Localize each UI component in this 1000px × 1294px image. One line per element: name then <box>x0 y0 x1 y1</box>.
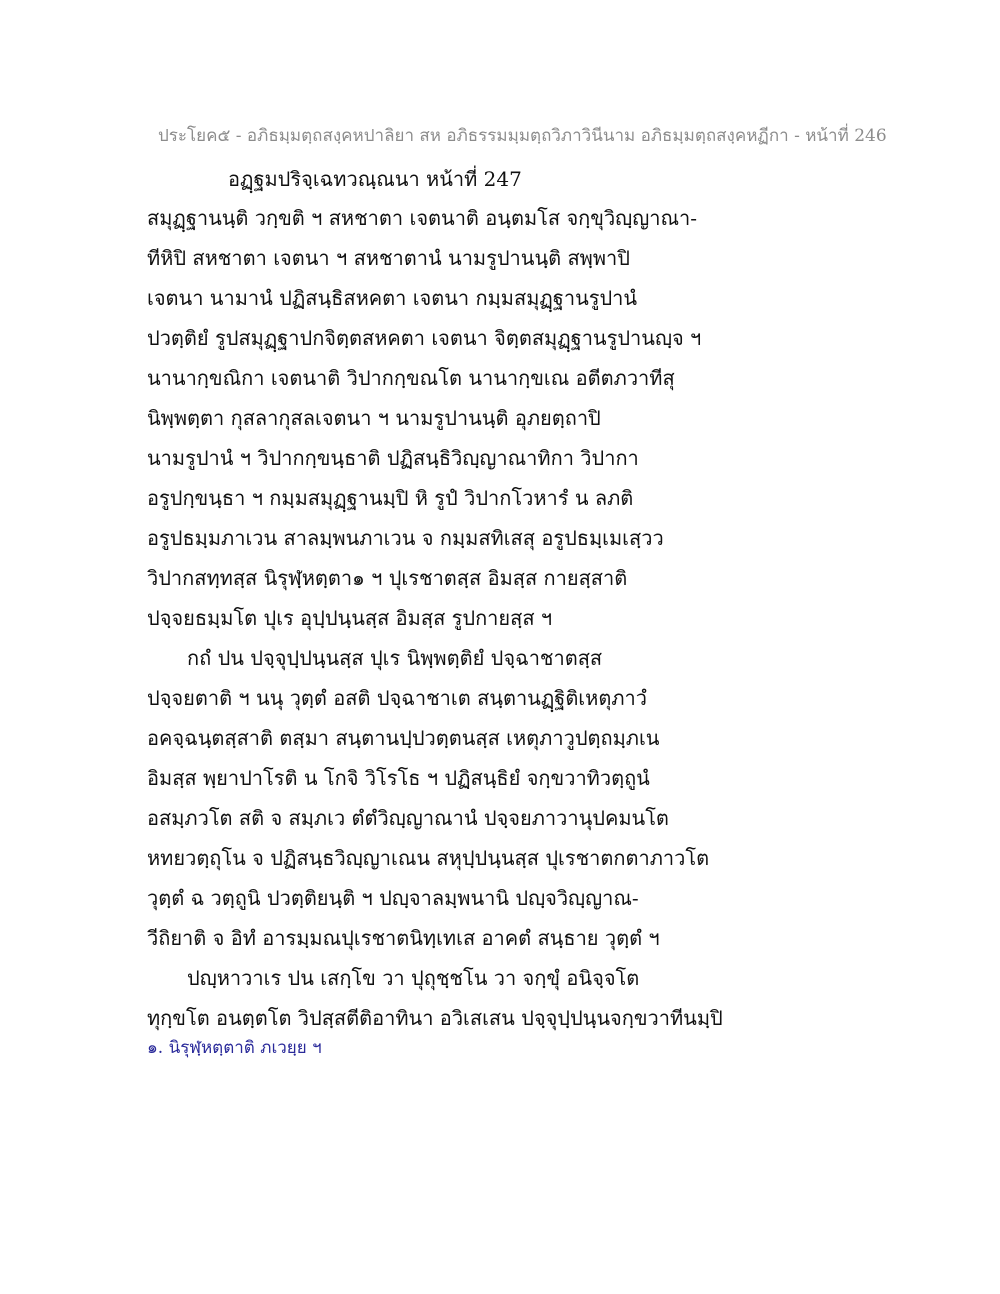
footnote: ๑. นิรุฬฺหตฺตาติ ภเวยฺย ฯ <box>147 1038 322 1058</box>
text-line: ทีหิปิ สหชาตา เจตนา ฯ สหชาตานํ นามรูปานนฺติ สพฺพาปิ <box>147 246 630 270</box>
text-line: อรูปกฺขนฺธา ฯ กมฺมสมุฏฺฐานมฺปิ หิ รูปํ วิปากโวหารํ น ลภติ <box>147 486 634 510</box>
text-line: อคจฺฉนฺตสฺสาติ ตสฺมา สนฺตานปฺปวตฺตนสฺส เหตุภาวูปตฺถมฺภเน <box>147 726 660 750</box>
text-line: ปวตฺติยํ รูปสมุฏฺฐาปกจิตฺตสหคตา เจตนา จิตฺตสมุฏฺฐานรูปานญฺจ ฯ <box>147 326 702 350</box>
text-line: หทยวตฺถุโน จ ปฏิสนฺธวิญฺญาเณน สหุปฺปนฺนสฺส ปุเรชาตกตาภาวโต <box>147 846 710 870</box>
text-line: เจตนา นามานํ ปฏิสนฺธิสหคตา เจตนา กมฺมสมุฏฺฐานรูปานํ <box>147 286 638 310</box>
text-line: นิพฺพตฺตา กุสลากุสลเจตนา ฯ นามรูปานนฺติ อุภยตฺถาปิ <box>147 406 601 430</box>
text-line: นามรูปานํ ฯ วิปากกฺขนฺธาติ ปฏิสนฺธิวิญฺญาณาทิกา วิปากา <box>147 446 639 470</box>
paragraph-start-line: กถํ ปน ปจฺจุปฺปนฺนสฺส ปุเร นิพฺพตฺติยํ ปจฺฉาชาตสฺส <box>187 646 603 670</box>
text-line: ปจฺจยตาติ ฯ นนุ วุตฺตํ อสติ ปจฺฉาชาเต สนฺตานฏฺฐิติเหตุภาวํ <box>147 686 647 710</box>
running-header: ประโยค๕ - อภิธมฺมตฺถสงฺคหปาลิยา สห อภิธรรมมฺมตฺถวิภาวินีนาม อภิธมฺมตฺถสงฺคหฏีกา - หน้าที่ 246 <box>158 126 887 146</box>
text-line: วุตฺตํ ฉ วตฺถูนิ ปวตฺติยนฺติ ฯ ปญฺจาลมฺพนานิ ปญฺจวิญฺญาณ- <box>147 886 639 910</box>
text-line: อิมสฺส พฺยาปาโรติ น โกจิ วิโรโธ ฯ ปฏิสนฺธิยํ จกฺขวาทิวตฺถูนํ <box>147 766 650 790</box>
text-line: นานากฺขณิกา เจตนาติ วิปากกฺขณโต นานากฺขเณ อตีตภวาทีสุ <box>147 366 675 390</box>
text-line: วีถิยาติ จ อิทํ อารมฺมณปุเรชาตนิทฺเทเส อาคตํ สนฺธาย วุตฺตํ ฯ <box>147 926 660 950</box>
paragraph-start-line: ปญฺหาวาเร ปน เสกฺโข วา ปุถุชฺชโน วา จกฺขุํ อนิจฺจโต <box>187 966 640 990</box>
text-line: อสมฺภวโต สติ จ สมฺภเว ตํตํวิญฺญาณานํ ปจฺจยภาวานุปคมนโต <box>147 806 669 830</box>
text-line: ปจฺจยธมฺมโต ปุเร อุปฺปนฺนสฺส อิมสฺส รูปกายสฺส ฯ <box>147 606 553 630</box>
text-line: ทุกฺขโต อนตฺตโต วิปสฺสตีติอาทินา อวิเสเสน ปจฺจุปฺปนฺนจกฺขวาทีนมฺปิ <box>147 1006 723 1030</box>
text-line: อรูปธมฺมภาเวน สาลมฺพนภาเวน จ กมฺมสทิเสสุ อรูปธมฺเมเสฺวว <box>147 526 664 550</box>
text-line: วิปากสทฺทสฺส นิรุฬฺหตฺตา๑ ฯ ปุเรชาตสฺส อิมสฺส กายสฺสาติ <box>147 566 628 590</box>
chapter-heading: อฏฺฐมปริจฺเฉทวณฺณนา หน้าที่ 247 <box>228 167 522 191</box>
body-text <box>147 201 867 1041</box>
text-line: สมุฏฺฐานนฺติ วกฺขติ ฯ สหชาตา เจตนาติ อนฺตมโส จกฺขุวิญฺญาณา- <box>147 206 698 230</box>
